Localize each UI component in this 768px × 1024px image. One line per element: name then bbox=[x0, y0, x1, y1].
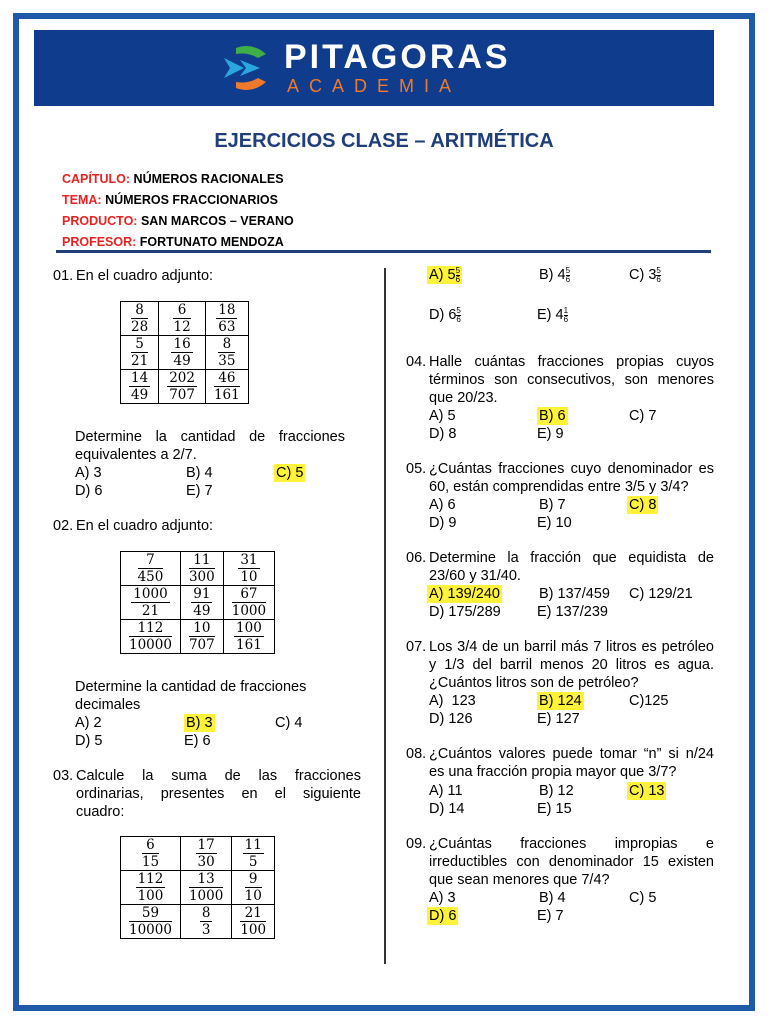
fraction-denominator: 161 bbox=[213, 387, 240, 403]
fraction-numerator: 31 bbox=[240, 552, 258, 568]
fraction-denominator: 1000 bbox=[188, 888, 224, 904]
fraction-denominator: 5 bbox=[248, 854, 258, 870]
grid-row bbox=[121, 905, 275, 939]
grid-row bbox=[121, 620, 275, 654]
q2-option-e: E) 6 bbox=[184, 733, 211, 749]
q3-option-d: D) 6 $\frac{5}{6}$ bbox=[429, 305, 461, 324]
fraction-denominator: 3 bbox=[201, 922, 211, 938]
fraction-numerator: 13 bbox=[189, 871, 223, 888]
pitagoras-logo-icon bbox=[222, 40, 274, 96]
q3-option-b: B) 4 $\frac{5}{6}$ bbox=[539, 265, 571, 284]
q2-question: Determine la cantidad de fracciones decimales bbox=[75, 679, 307, 713]
q4-option-d: D) 8 bbox=[429, 426, 457, 442]
fraction-numerator: 8 bbox=[218, 336, 235, 353]
fraction bbox=[167, 370, 197, 403]
fraction-numerator: 100 bbox=[236, 620, 262, 636]
fraction-denominator: 450 bbox=[137, 569, 164, 585]
q2-number: 02. bbox=[53, 518, 74, 534]
meta-chapter bbox=[62, 169, 294, 190]
grid-cell bbox=[232, 837, 275, 871]
fraction-denominator: 300 bbox=[188, 569, 215, 585]
grid-cell bbox=[205, 336, 248, 370]
fraction-denominator: 63 bbox=[218, 319, 236, 335]
q1-option-d: D) 6 bbox=[75, 483, 103, 499]
q6-number: 06. bbox=[406, 550, 427, 566]
fraction bbox=[171, 336, 192, 369]
fraction bbox=[238, 552, 259, 585]
grid-cell bbox=[180, 905, 231, 939]
grid-cell bbox=[121, 620, 181, 654]
q7-number: 07. bbox=[406, 639, 427, 655]
fraction-numerator: 18 bbox=[218, 302, 236, 318]
q8-option-d: D) 14 bbox=[429, 801, 465, 817]
q1-number: 01. bbox=[53, 268, 74, 284]
grid-row bbox=[121, 336, 249, 370]
fraction-numerator: 112 bbox=[137, 871, 164, 887]
fraction-numerator: 46 bbox=[214, 370, 240, 387]
fraction-numerator: 1000 bbox=[133, 586, 168, 602]
fraction bbox=[129, 370, 150, 403]
q7-option-e: E) 127 bbox=[537, 711, 580, 727]
column-divider bbox=[384, 268, 386, 964]
grid-cell bbox=[121, 586, 181, 620]
fraction bbox=[131, 586, 169, 619]
fraction-numerator: 21 bbox=[240, 905, 266, 922]
meta-key: PROFESOR: bbox=[62, 235, 137, 249]
fraction-numerator: 10 bbox=[189, 620, 215, 637]
fraction-numerator: 9 bbox=[245, 871, 262, 888]
fraction-numerator: 6 bbox=[142, 837, 159, 854]
q5-option-d: D) 9 bbox=[429, 515, 457, 531]
q7-option-d: D) 126 bbox=[429, 711, 473, 727]
fraction-denominator: 49 bbox=[173, 353, 191, 369]
q3-grid bbox=[120, 836, 275, 939]
meta-value: NÚMEROS RACIONALES bbox=[133, 172, 284, 186]
q1-text: En el cuadro adjunto: bbox=[76, 268, 214, 284]
q4-number: 04. bbox=[406, 354, 427, 370]
fraction-denominator: 35 bbox=[218, 353, 236, 369]
q7-option-a: A) 123 bbox=[429, 693, 476, 709]
fraction-denominator: 161 bbox=[236, 637, 262, 653]
q1-question: Determine la cantidad de fracciones equivalentes a 2/7. bbox=[75, 429, 345, 463]
grid-cell bbox=[180, 871, 231, 905]
grid-cell bbox=[232, 905, 275, 939]
fraction-denominator: 12 bbox=[173, 319, 191, 335]
fraction bbox=[200, 905, 213, 938]
q8-option-e: E) 15 bbox=[537, 801, 572, 817]
fraction-numerator: 202 bbox=[169, 370, 195, 386]
grid-row bbox=[121, 871, 275, 905]
q8-text: ¿Cuántos valores puede tomar “n” si n/24 es una fracción propia mayor que 3/7? bbox=[429, 746, 714, 780]
q9-option-c: C) 5 bbox=[629, 890, 657, 906]
q2-text: En el cuadro adjunto: bbox=[76, 518, 214, 534]
meta-key: TEMA: bbox=[62, 193, 102, 207]
grid-cell bbox=[159, 336, 206, 370]
fraction-numerator: 6 bbox=[173, 302, 190, 319]
q7-option-b-answer: B) 124 bbox=[539, 693, 582, 709]
fraction-denominator: 100 bbox=[137, 888, 164, 904]
fraction bbox=[240, 905, 266, 938]
grid-cell bbox=[159, 302, 206, 336]
fraction-denominator: 707 bbox=[169, 387, 195, 403]
fraction-denominator: 10000 bbox=[129, 637, 172, 653]
q8-option-a: A) 11 bbox=[429, 783, 463, 799]
fraction-numerator: 16 bbox=[173, 336, 191, 352]
q6-option-e: E) 137/239 bbox=[537, 604, 608, 620]
grid-cell bbox=[223, 620, 274, 654]
fraction-numerator: 17 bbox=[197, 837, 215, 853]
q2-option-c: C) 4 bbox=[275, 715, 303, 731]
fraction bbox=[129, 905, 172, 938]
q3-option-c: C) 3 $\frac{5}{6}$ bbox=[629, 265, 661, 284]
meta-value: NÚMEROS FRACCIONARIOS bbox=[105, 193, 278, 207]
q8-number: 08. bbox=[406, 746, 427, 762]
q6-option-a-answer: A) 139/240 bbox=[429, 586, 500, 602]
q9-option-b: B) 4 bbox=[539, 890, 566, 906]
header-divider bbox=[56, 250, 711, 253]
fraction bbox=[189, 871, 223, 904]
q7-option-c: C)125 bbox=[629, 693, 669, 709]
fraction bbox=[129, 620, 172, 653]
grid-cell bbox=[121, 552, 181, 586]
grid-cell bbox=[232, 871, 275, 905]
grid-row bbox=[121, 302, 249, 336]
grid-cell bbox=[180, 586, 223, 620]
grid-cell bbox=[180, 837, 231, 871]
grid-cell bbox=[121, 837, 181, 871]
fraction-numerator: 8 bbox=[131, 302, 148, 319]
grid-row bbox=[121, 586, 275, 620]
q2-option-a: A) 2 bbox=[75, 715, 102, 731]
fraction bbox=[216, 302, 237, 335]
fraction bbox=[173, 302, 190, 335]
q5-option-a: A) 6 bbox=[429, 497, 456, 513]
fraction-numerator: 5 bbox=[131, 336, 148, 353]
fraction bbox=[245, 871, 262, 904]
fraction bbox=[189, 620, 215, 653]
q6-option-b: B) 137/459 bbox=[539, 586, 610, 602]
q3-text: Calcule la suma de las fracciones ordinarias, presentes en el siguiente cuadro: bbox=[76, 768, 361, 820]
fraction bbox=[218, 336, 235, 369]
q1-grid bbox=[120, 301, 249, 404]
fraction-denominator: 707 bbox=[188, 637, 215, 653]
fraction bbox=[131, 336, 148, 369]
fraction-numerator: 59 bbox=[129, 905, 172, 922]
q1-option-c-answer: C) 5 bbox=[276, 465, 304, 481]
brand-subtitle: ACADEMIA bbox=[287, 76, 462, 96]
fraction-denominator: 28 bbox=[131, 319, 149, 335]
fraction-numerator: 8 bbox=[201, 905, 211, 921]
q4-option-c: C) 7 bbox=[629, 408, 657, 424]
grid-cell bbox=[205, 302, 248, 336]
grid-cell bbox=[223, 586, 274, 620]
grid-row bbox=[121, 370, 249, 404]
q4-text: Halle cuántas fracciones propias cuyos términos son consecutivos, son menores que 20/23. bbox=[429, 354, 714, 406]
fraction-numerator: 112 bbox=[129, 620, 172, 637]
fraction bbox=[196, 837, 217, 870]
grid-cell bbox=[121, 871, 181, 905]
meta-value: FORTUNATO MENDOZA bbox=[139, 235, 284, 249]
grid-cell bbox=[121, 370, 159, 404]
q9-option-d-answer: D) 6 bbox=[429, 908, 457, 924]
fraction-denominator: 49 bbox=[131, 387, 149, 403]
q9-option-e: E) 7 bbox=[537, 908, 564, 924]
q4-option-b-answer: B) 6 bbox=[539, 408, 566, 424]
fraction-numerator: 14 bbox=[131, 370, 149, 386]
grid-cell bbox=[223, 552, 274, 586]
q6-option-d: D) 175/289 bbox=[429, 604, 501, 620]
grid-cell bbox=[121, 336, 159, 370]
fraction-numerator: 11 bbox=[189, 552, 215, 569]
fraction bbox=[243, 837, 264, 870]
q1-option-a: A) 3 bbox=[75, 465, 102, 481]
header-banner bbox=[34, 30, 714, 106]
grid-cell bbox=[159, 370, 206, 404]
q5-option-b: B) 7 bbox=[539, 497, 566, 513]
grid-cell bbox=[180, 552, 223, 586]
meta-product bbox=[62, 211, 294, 232]
fraction-denominator: 10 bbox=[244, 888, 262, 904]
fraction bbox=[142, 837, 159, 870]
grid-cell bbox=[180, 620, 223, 654]
fraction-numerator: 11 bbox=[244, 837, 262, 853]
q2-grid bbox=[120, 551, 275, 654]
q5-option-e: E) 10 bbox=[537, 515, 572, 531]
fraction-denominator: 1000 bbox=[231, 603, 267, 619]
q8-option-c-answer: C) 13 bbox=[629, 783, 665, 799]
q2-option-d: D) 5 bbox=[75, 733, 103, 749]
q6-option-c: C) 129/21 bbox=[629, 586, 693, 602]
grid-cell bbox=[121, 905, 181, 939]
q9-text: ¿Cuántas fracciones impropias e irreductibles con denominador 15 existen que sean menores que 7/4? bbox=[429, 836, 714, 888]
fraction-denominator: 21 bbox=[141, 603, 160, 619]
fraction bbox=[214, 370, 240, 403]
fraction bbox=[191, 586, 212, 619]
meta-block bbox=[62, 169, 294, 253]
grid-cell bbox=[205, 370, 248, 404]
fraction bbox=[232, 586, 266, 619]
fraction-denominator: 21 bbox=[131, 353, 149, 369]
q5-option-c-answer: C) 8 bbox=[629, 497, 657, 513]
fraction-denominator: 49 bbox=[193, 603, 211, 619]
fraction bbox=[136, 871, 166, 904]
fraction bbox=[138, 552, 164, 585]
fraction bbox=[189, 552, 215, 585]
fraction-denominator: 10 bbox=[240, 569, 258, 585]
q2-option-b-answer: B) 3 bbox=[186, 715, 213, 731]
q5-number: 05. bbox=[406, 461, 427, 477]
q6-text: Determine la fracción que equidista de 23/60 y 31/40. bbox=[429, 550, 714, 584]
fraction bbox=[234, 620, 264, 653]
meta-key: PRODUCTO: bbox=[62, 214, 138, 228]
q3-number: 03. bbox=[53, 768, 74, 784]
grid-row bbox=[121, 837, 275, 871]
q9-option-a: A) 3 bbox=[429, 890, 456, 906]
q4-option-a: A) 5 bbox=[429, 408, 456, 424]
fraction-denominator: 30 bbox=[197, 854, 215, 870]
meta-topic bbox=[62, 190, 294, 211]
fraction-numerator: 7 bbox=[138, 552, 164, 569]
q1-option-e: E) 7 bbox=[186, 483, 213, 499]
meta-value: SAN MARCOS – VERANO bbox=[140, 214, 294, 228]
fraction bbox=[131, 302, 148, 335]
q5-text: ¿Cuántas fracciones cuyo denominador es 60, están comprendidas entre 3/5 y 3/4? bbox=[429, 461, 714, 495]
meta-key: CAPÍTULO: bbox=[62, 172, 131, 186]
page-title: EJERCICIOS CLASE – ARITMÉTICA bbox=[214, 130, 554, 152]
q4-option-e: E) 9 bbox=[537, 426, 564, 442]
q7-text: Los 3/4 de un barril más 7 litros es petróleo y 1/3 del barril menos 20 litros es agua. ¿Cuántos litros son de petróleo? bbox=[429, 639, 714, 691]
q8-option-b: B) 12 bbox=[539, 783, 574, 799]
q9-number: 09. bbox=[406, 836, 427, 852]
grid-row bbox=[121, 552, 275, 586]
grid-cell bbox=[121, 302, 159, 336]
q3-option-e: E) 4 $\frac{1}{6}$ bbox=[537, 305, 569, 324]
fraction-denominator: 10000 bbox=[129, 922, 172, 938]
q1-option-b: B) 4 bbox=[186, 465, 213, 481]
brand-name: PITAGORAS bbox=[284, 38, 511, 76]
fraction-numerator: 91 bbox=[193, 586, 211, 602]
fraction-denominator: 15 bbox=[141, 854, 160, 870]
fraction-denominator: 100 bbox=[240, 922, 267, 938]
fraction-numerator: 67 bbox=[232, 586, 266, 603]
q3-option-a-answer: A) 5 $\frac{5}{6}$ bbox=[429, 265, 461, 284]
